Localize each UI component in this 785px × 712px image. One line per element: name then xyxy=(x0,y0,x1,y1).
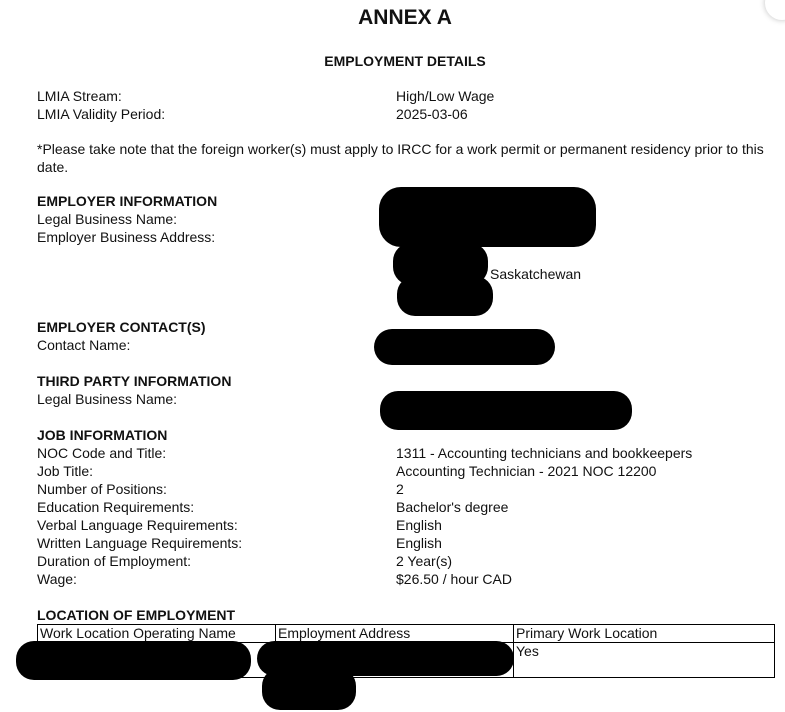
lmia-stream-label: LMIA Stream: xyxy=(37,88,122,104)
contact-name-label: Contact Name: xyxy=(37,337,131,353)
location-heading: LOCATION OF EMPLOYMENT xyxy=(37,607,236,623)
job-duration-value: 2 Year(s) xyxy=(396,553,453,569)
redaction-employer-address-2 xyxy=(397,276,493,316)
lmia-validity-value: 2025-03-06 xyxy=(396,106,468,122)
redaction-employer-name xyxy=(379,187,596,247)
document-subtitle: EMPLOYMENT DETAILS xyxy=(324,53,486,69)
redaction-operating-name xyxy=(16,641,251,680)
third-party-legal-name-label: Legal Business Name: xyxy=(37,391,178,407)
location-table-header xyxy=(38,625,775,643)
third-party-heading: THIRD PARTY INFORMATION xyxy=(37,373,232,389)
job-heading: JOB INFORMATION xyxy=(37,427,168,443)
job-wage-value: $26.50 / hour CAD xyxy=(396,571,512,587)
primary-location-cell: Yes xyxy=(514,643,775,678)
lmia-stream-value: High/Low Wage xyxy=(396,88,495,104)
job-verbal-language-value: English xyxy=(396,517,442,533)
job-wage-label: Wage: xyxy=(37,571,77,587)
job-positions-label: Number of Positions: xyxy=(37,481,167,497)
redaction-contact-name xyxy=(374,329,555,365)
document-title: ANNEX A xyxy=(358,6,452,29)
employer-province: Saskatchewan xyxy=(490,266,582,282)
employer-legal-name-label: Legal Business Name: xyxy=(37,211,178,227)
job-education-value: Bachelor's degree xyxy=(396,499,509,515)
lmia-validity-label: LMIA Validity Period: xyxy=(37,106,166,122)
employer-address-label: Employer Business Address: xyxy=(37,229,216,245)
job-written-language-label: Written Language Requirements: xyxy=(37,535,243,551)
column-header-employment-address: Employment Address xyxy=(276,625,514,643)
job-title-label: Job Title: xyxy=(37,463,94,479)
job-positions-value: 2 xyxy=(396,481,404,497)
job-verbal-language-label: Verbal Language Requirements: xyxy=(37,517,238,533)
column-header-primary-location: Primary Work Location xyxy=(514,625,775,643)
redaction-employment-address-2 xyxy=(262,668,356,710)
job-noc-value: 1311 - Accounting technicians and bookkeepers xyxy=(396,445,693,461)
validity-note: *Please take note that the foreign worker(s) must apply to IRCC for a work permit or permanent residency prior to this date. xyxy=(37,141,764,175)
job-noc-label: NOC Code and Title: xyxy=(37,445,167,461)
contact-heading: EMPLOYER CONTACT(S) xyxy=(37,319,206,335)
employer-heading: EMPLOYER INFORMATION xyxy=(37,193,218,209)
job-title-value: Accounting Technician - 2021 NOC 12200 xyxy=(396,463,657,479)
job-written-language-value: English xyxy=(396,535,442,551)
redaction-third-party-name xyxy=(380,391,632,430)
job-duration-label: Duration of Employment: xyxy=(37,553,192,569)
column-header-operating-name: Work Location Operating Name xyxy=(38,625,276,643)
job-education-label: Education Requirements: xyxy=(37,499,195,515)
